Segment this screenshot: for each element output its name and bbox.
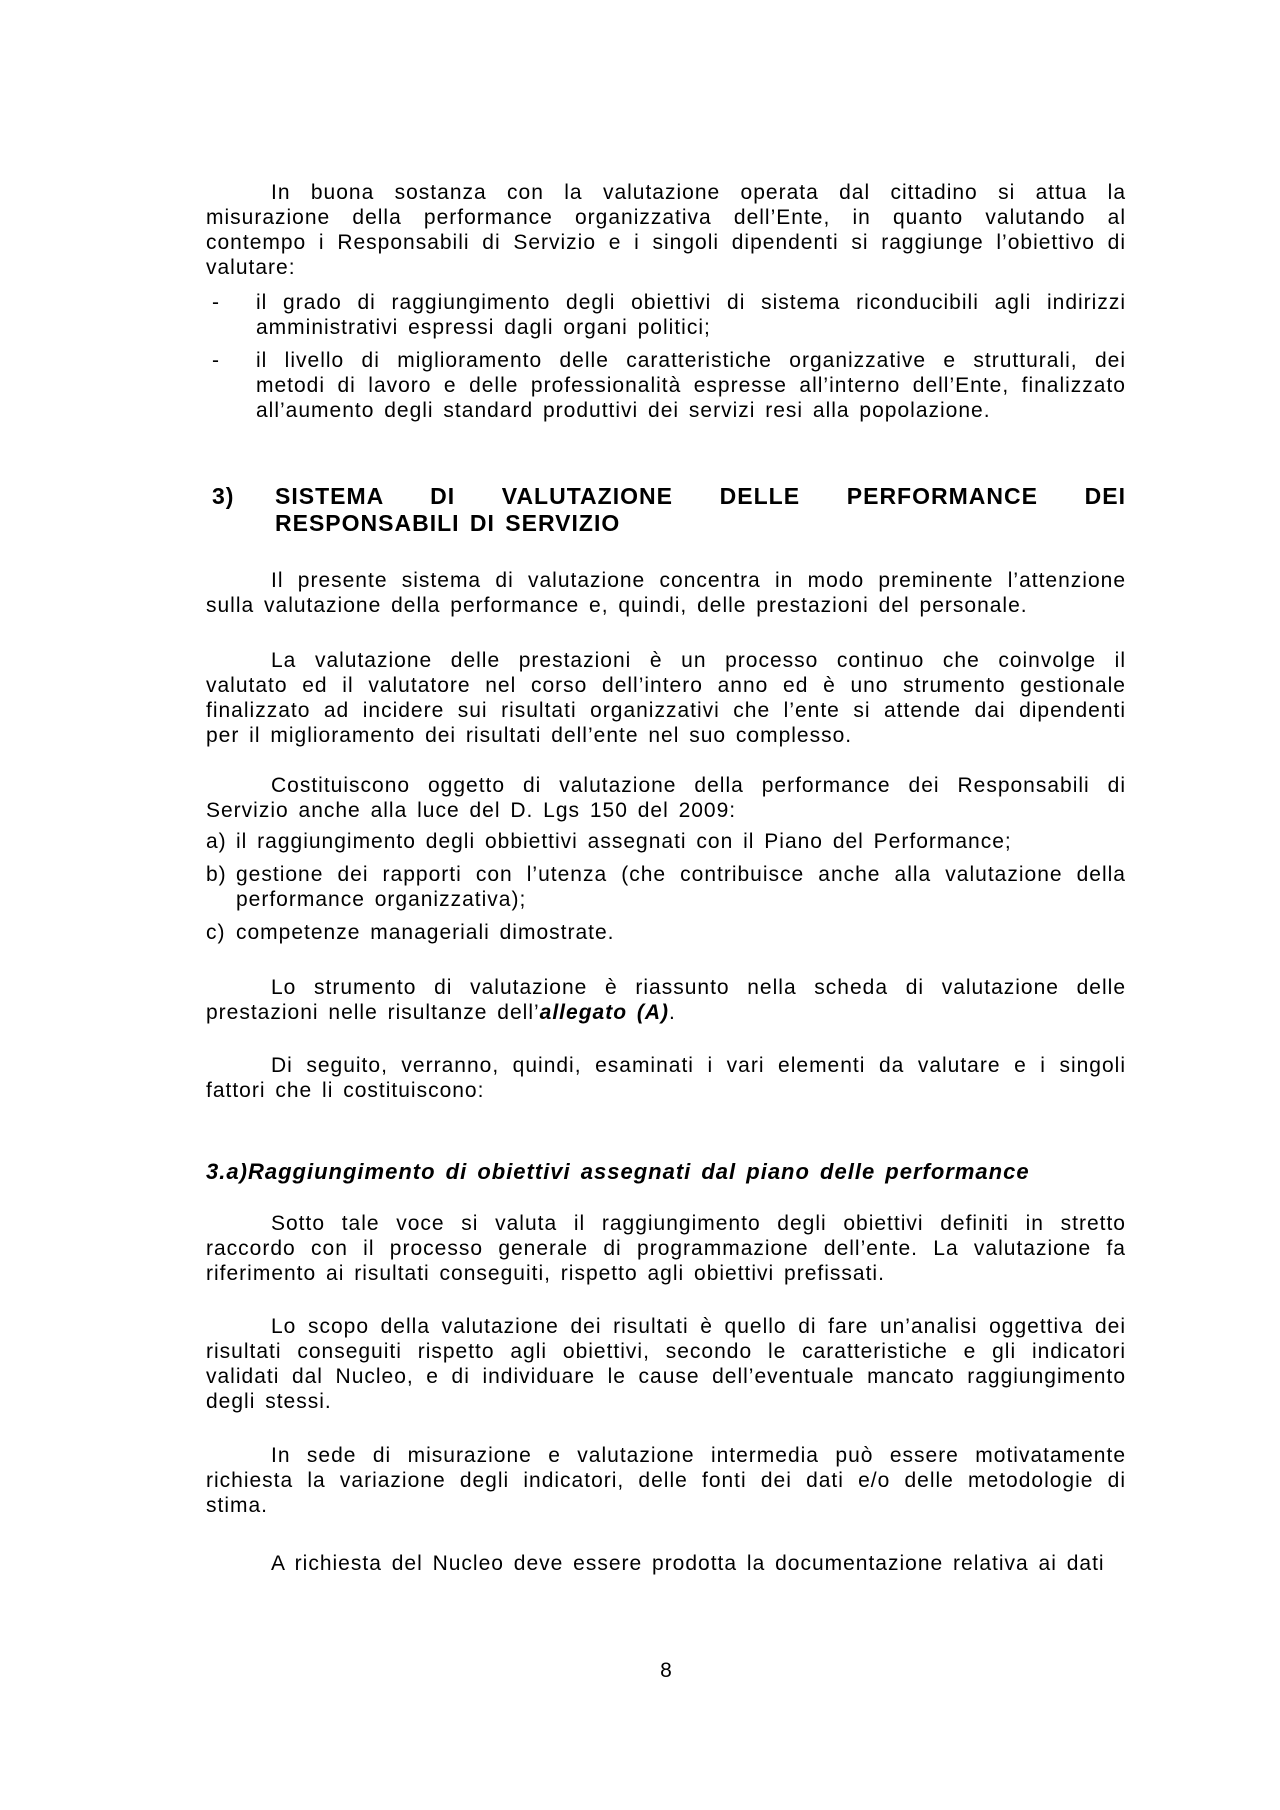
section-heading — [206, 483, 1126, 537]
list-item-text: gestione dei rapporti con l’utenza (che contribuisce anche alla valutazione della performance organizzativa); — [236, 863, 1126, 911]
paragraph: Sotto tale voce si valuta il raggiungimento degli obiettivi definiti in stretto raccordo con il processo generale di programmazione dell’ente. La valutazione fa riferimento ai risultati conseguiti, rispetto agli obiettivi prefissati. — [206, 1212, 1126, 1285]
paragraph — [206, 975, 1126, 1025]
section-heading-line: RESPONSABILI DI SERVIZIO — [275, 510, 621, 536]
paragraph-intro: In buona sostanza con la valutazione operata dal cittadino si attua la misurazione della performance organizzativa dell’Ente, in quanto valutando al contempo i Responsabili di Servizio e i singoli dipendenti si raggiunge l’obiettivo di valutare: — [206, 181, 1126, 279]
list-item — [206, 920, 1126, 945]
list-item — [206, 290, 1126, 340]
section-heading-line: SISTEMA DI VALUTAZIONE DELLE PERFORMANCE DEI — [275, 483, 1126, 509]
subsection-heading — [206, 1158, 1126, 1185]
list-item-text: il grado di raggiungimento degli obiettivi di sistema riconducibili agli indirizzi amministrativi espressi dagli organi politici; — [256, 291, 1126, 339]
paragraph: A richiesta del Nucleo deve essere prodotta la documentazione relativa ai dati — [271, 1552, 1105, 1575]
paragraph: Di seguito, verranno, quindi, esaminati i vari elementi da valutare e i singoli fattori che li costituiscono: — [206, 1054, 1126, 1102]
dash-list — [206, 290, 1126, 423]
dash-bullet: - — [212, 291, 220, 314]
section-number: 3) — [212, 483, 235, 509]
dash-bullet: - — [212, 349, 220, 372]
paragraph: Il presente sistema di valutazione concentra in modo preminente l’attenzione sulla valutazione della performance e, quindi, delle prestazioni del personale. — [206, 569, 1126, 617]
list-item-text: il livello di miglioramento delle caratteristiche organizzative e strutturali, dei metodi di lavoro e delle professionalità espresse all’interno dell’Ente, finalizzato all’aumento degli standard produttivi dei servizi resi alla popolazione. — [256, 349, 1126, 422]
letter-bullet: c) — [206, 921, 226, 944]
letter-bullet: b) — [206, 863, 227, 886]
paragraph: La valutazione delle prestazioni è un processo continuo che coinvolge il valutato ed il valutatore nel corso dell’intero anno ed è uno strumento gestionale finalizzato ad incidere sui risultati organizzativi che l’ente si attende dai dipendenti per il miglioramento dei risultati dell’ente nel suo complesso. — [206, 649, 1126, 747]
emphasized-reference: allegato (A) — [539, 1001, 670, 1024]
letter-list — [206, 829, 1126, 945]
letter-bullet: a) — [206, 830, 227, 853]
list-item-text: il raggiungimento degli obbiettivi assegnati con il Piano del Performance; — [236, 830, 1012, 853]
list-item — [206, 862, 1126, 912]
document-body — [206, 180, 1126, 1576]
list-item-text: competenze manageriali dimostrate. — [236, 921, 615, 944]
page-number: 8 — [660, 1659, 672, 1682]
paragraph-text: Lo strumento di valutazione è riassunto nella scheda di valutazione delle prestazioni nelle risultanze dell’ — [206, 976, 1126, 1024]
list-item — [206, 829, 1126, 854]
paragraph: In sede di misurazione e valutazione intermedia può essere motivatamente richiesta la variazione degli indicatori, delle fonti dei dati e/o delle metodologie di stima. — [206, 1444, 1126, 1517]
subsection-heading-text: Raggiungimento di obiettivi assegnati dal piano delle performance — [248, 1159, 1030, 1184]
paragraph: Costituiscono oggetto di valutazione della performance dei Responsabili di Servizio anche alla luce del D. Lgs 150 del 2009: — [206, 774, 1126, 822]
paragraph: Lo scopo della valutazione dei risultati è quello di fare un’analisi oggettiva dei risultati conseguiti rispetto agli obiettivi, secondo le caratteristiche e gli indicatori validati dal Nucleo, e di individuare le cause dell’eventuale mancato raggiungimento degli stessi. — [206, 1315, 1126, 1413]
list-item — [206, 348, 1126, 423]
subsection-number: 3.a) — [206, 1159, 248, 1184]
paragraph-text: . — [669, 1001, 676, 1024]
